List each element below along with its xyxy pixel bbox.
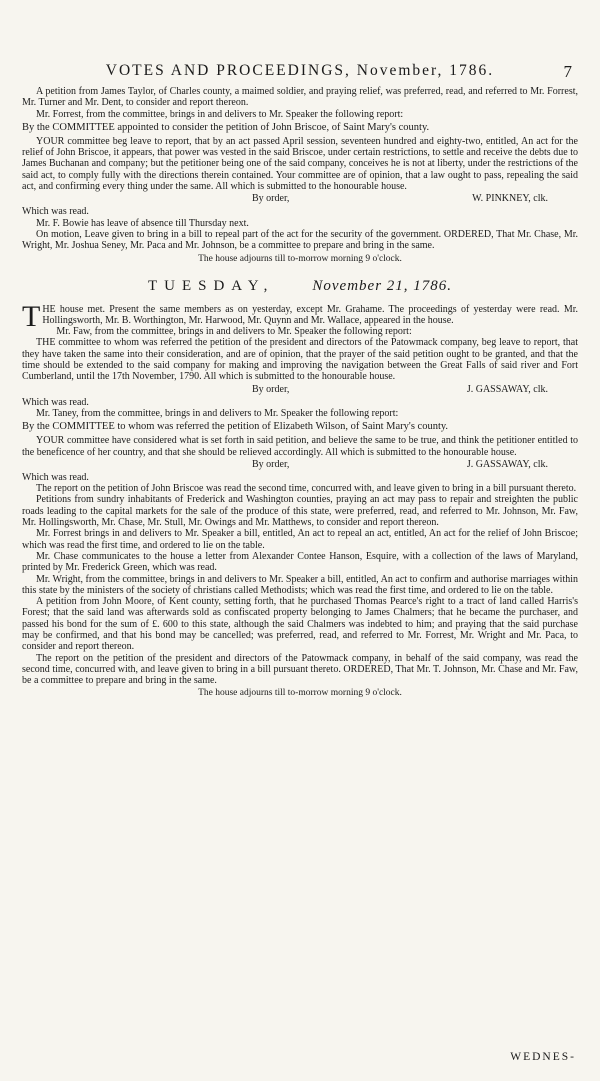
paragraph: Mr. Forrest brings in and delivers to Mr. Speaker a bill, entitled, An act to repeal an act, entitled, An act for the relief of John Briscoe; which was read the first time, and ordered to lie on the table. [22, 528, 578, 551]
by-order-label: By order, [252, 383, 290, 395]
paragraph: On motion, Leave given to bring in a bill to repeal part of the act for the security of the government. ORDERED, That Mr. Chase, Mr. Wright, Mr. Joshua Seney, Mr. Paca and Mr. Johnson, be a committee to prepare and bring in the same. [22, 228, 578, 252]
paragraph: A petition from John Moore, of Kent county, setting forth, that he purchased Thomas Pearce's right to a tract of land called Harris's Forest; that the said land was afterwards sold as confiscated property belonging to James Chalmers; that he became the purchaser, and passed his bond for the sum of £. 600 to this state, although the said Chalmers was indebted to him; and praying that the said purchase may be confirmed, and that his bond may be cancelled; was preferred, read, and referred to Mr. Forrest, Mr. Wright and Mr. Paca, to consider and report thereon. [22, 596, 578, 653]
day-heading [22, 278, 578, 295]
page [22, 62, 578, 699]
paragraph: Mr. Faw, from the committee, brings in and delivers to Mr. Speaker the following report: [56, 326, 412, 338]
committee-report: YOUR committee beg leave to report, that by an act passed April session, seventeen hundred and eighty-two, entitled, An act for the relief of John Briscoe, it appears, that power was vested in the said Briscoe, under certain restrictions, to settle and receive the debts due to James Buchanan and company; but the petitioner being one of the said company, conceives he is not at liberty, under the restrictions of the said act, to comply fully with the directions therein contained. Your committee are of opinion, that a law ought to pass, repealing the said act, and confirming every thing under the same. All which is submitted to the honourable house. [22, 135, 578, 193]
clerk-signature: J. GASSAWAY, clk. [466, 458, 548, 470]
running-head [22, 62, 578, 86]
clerk-signature: J. GASSAWAY, clk. [466, 383, 548, 395]
signature-line [22, 459, 578, 471]
adjournment: The house adjourns till to-morrow morning 9 o'clock. [198, 688, 402, 699]
signature-line [22, 193, 578, 205]
day-date: November 21, 1786. [312, 277, 453, 294]
paragraph: The report on the petition of the president and directors of the Patowmack company, in behalf of the said company, was read the second time, concurred with, and leave given to bring in a bill pursuant thereto. ORDERED, That Mr. T. Johnson, Mr. Chase and Mr. Faw, be a committee to prepare and bring in the same. [22, 652, 578, 687]
drop-cap: T [22, 299, 41, 333]
paragraph: Which was read. [22, 396, 89, 408]
by-order-label: By order, [252, 458, 290, 470]
paragraph: Mr. Taney, from the committee, brings in and delivers to Mr. Speaker the following report: [36, 407, 399, 419]
paragraph: Mr. F. Bowie has leave of absence till Thursday next. [36, 217, 249, 229]
paragraph: Petitions from sundry inhabitants of Frederick and Washington counties, praying an act may pass to repair and streighten the public roads leading to the capital markets for the sale of the produce of this state, were preferred, read, and referred to Mr. Johnson, Mr. Faw, Mr. Hollingsworth, Mr. Chase, Mr. Stull, Mr. Owings and Mr. Matthews, to consider and report thereon. [22, 494, 578, 529]
paragraph: Which was read. [22, 471, 89, 483]
paragraph: The report on the petition of John Briscoe was read the second time, concurred with, and leave given to bring in a bill pursuant thereto. [36, 483, 577, 495]
catchword: WEDNES- [510, 1051, 576, 1063]
paragraph: Mr. Chase communicates to the house a letter from Alexander Contee Hanson, Esquire, with a collection of the laws of Maryland, printed by Mr. Frederick Green, which was read. [22, 550, 578, 574]
adjournment: The house adjourns till to-morrow morning 9 o'clock. [198, 253, 402, 264]
paragraph: Mr. Wright, from the committee, brings in and delivers to Mr. Speaker a bill, entitled, An act to confirm and authorise marriages within this state by the ministers of the society of christians called Methodists; which was read the first time, and ordered to lie on the table. [22, 573, 578, 596]
running-title: VOTES AND PROCEEDINGS, November, 1786. [105, 62, 495, 79]
clerk-signature: W. PINKNEY, clk. [472, 193, 548, 205]
by-order-label: By order, [252, 193, 290, 205]
committee-heading: By the COMMITTEE to whom was referred the petition of Elizabeth Wilson, of Saint Mary's county. [22, 421, 449, 433]
committee-heading: By the COMMITTEE appointed to consider the petition of John Briscoe, of Saint Mary's county. [22, 121, 430, 133]
paragraph: A petition from James Taylor, of Charles county, a maimed soldier, and praying relief, was preferred, read, and referred to Mr. Forrest, Mr. Turner and Mr. Dent, to consider and report thereon. [22, 86, 578, 109]
paragraph: Which was read. [22, 206, 89, 218]
page-number: 7 [563, 62, 572, 81]
day-name: TUESDAY, [147, 277, 275, 294]
paragraph: Mr. Forrest, from the committee, brings in and delivers to Mr. Speaker the following report: [36, 108, 404, 120]
signature-line [22, 384, 578, 396]
committee-report: THE committee to whom was referred the petition of the president and directors of the Patowmack company, beg leave to report, that they have taken the same into their consideration, and are of opinion, that the prayer of the said petition ought to be granted, and that the time should be extended to the said company for making and improving the navigation between the Great Falls of said river and Fort Cumberland, until the 17th November, 1790. All which is submitted to the honourable house. [22, 337, 578, 383]
committee-report: YOUR committee have considered what is set forth in said petition, and believe the same to be true, and think the petitioner entitled to the beneficence of her country, and that she should be relieved accordingly. All which is submitted to the honourable house. [22, 435, 578, 458]
paragraph: THE house met. Present the same members as on yesterday, except Mr. Grahame. The proceedings of yesterday were read. Mr. Hollingsworth, Mr. B. Worthington, Mr. Harwood, Mr. Quynn and Mr. Wallace, appeared in the house. [22, 299, 578, 333]
